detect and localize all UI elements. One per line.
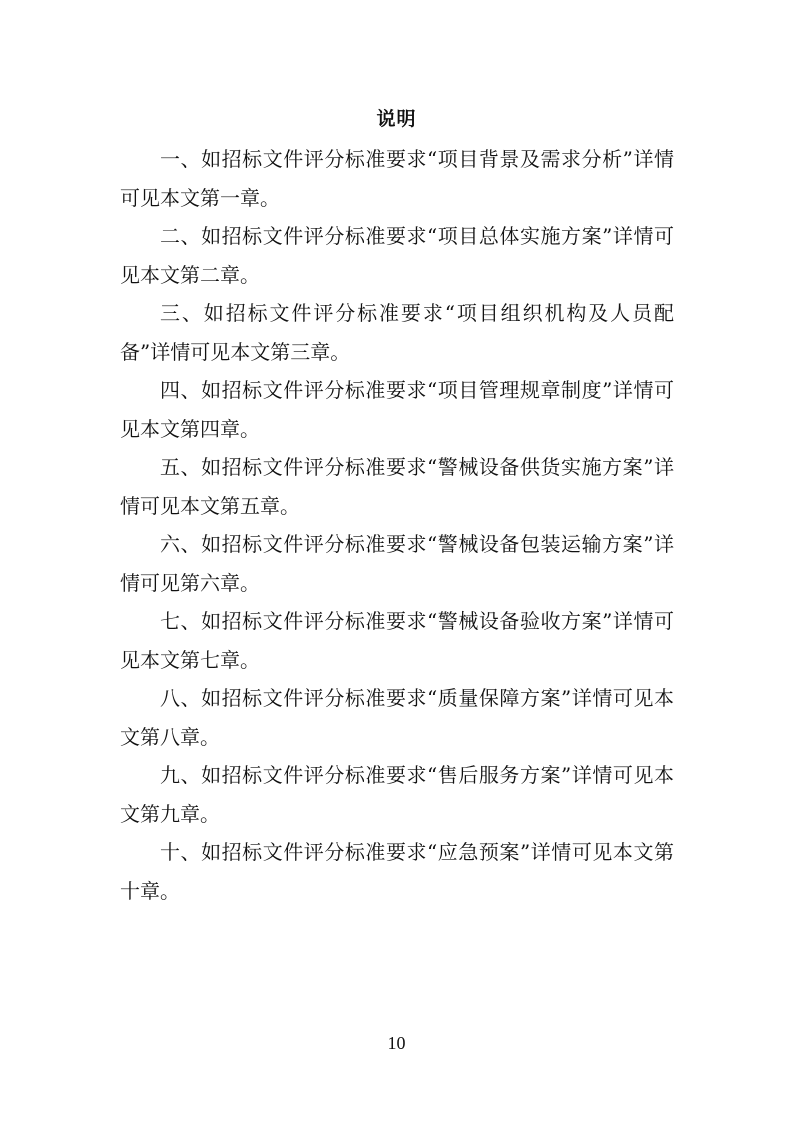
- page-title: 说明: [376, 108, 417, 130]
- document-body: [120, 140, 674, 910]
- paragraph-5: 五、如招标文件评分标准要求“警械设备供货实施方案”详情可见本文第五章。: [120, 455, 674, 518]
- paragraph-1: 一、如招标文件评分标准要求“项目背景及需求分析”详情可见本文第一章。: [120, 147, 674, 210]
- paragraph-3: 三、如招标文件评分标准要求“项目组织机构及人员配备”详情可见本文第三章。: [120, 301, 674, 364]
- paragraph-2: 二、如招标文件评分标准要求“项目总体实施方案”详情可见本文第二章。: [120, 224, 674, 287]
- paragraph-8: 八、如招标文件评分标准要求“质量保障方案”详情可见本文第八章。: [120, 686, 674, 749]
- paragraph-10: 十、如招标文件评分标准要求“应急预案”详情可见本文第十章。: [120, 840, 674, 903]
- paragraph-6: 六、如招标文件评分标准要求“警械设备包装运输方案”详情可见第六章。: [120, 532, 674, 595]
- paragraph-7: 七、如招标文件评分标准要求“警械设备验收方案”详情可见本文第七章。: [120, 609, 674, 672]
- paragraph-4: 四、如招标文件评分标准要求“项目管理规章制度”详情可见本文第四章。: [120, 378, 674, 441]
- page-number: 10: [387, 1033, 406, 1053]
- paragraph-9: 九、如招标文件评分标准要求“售后服务方案”详情可见本文第九章。: [120, 763, 674, 826]
